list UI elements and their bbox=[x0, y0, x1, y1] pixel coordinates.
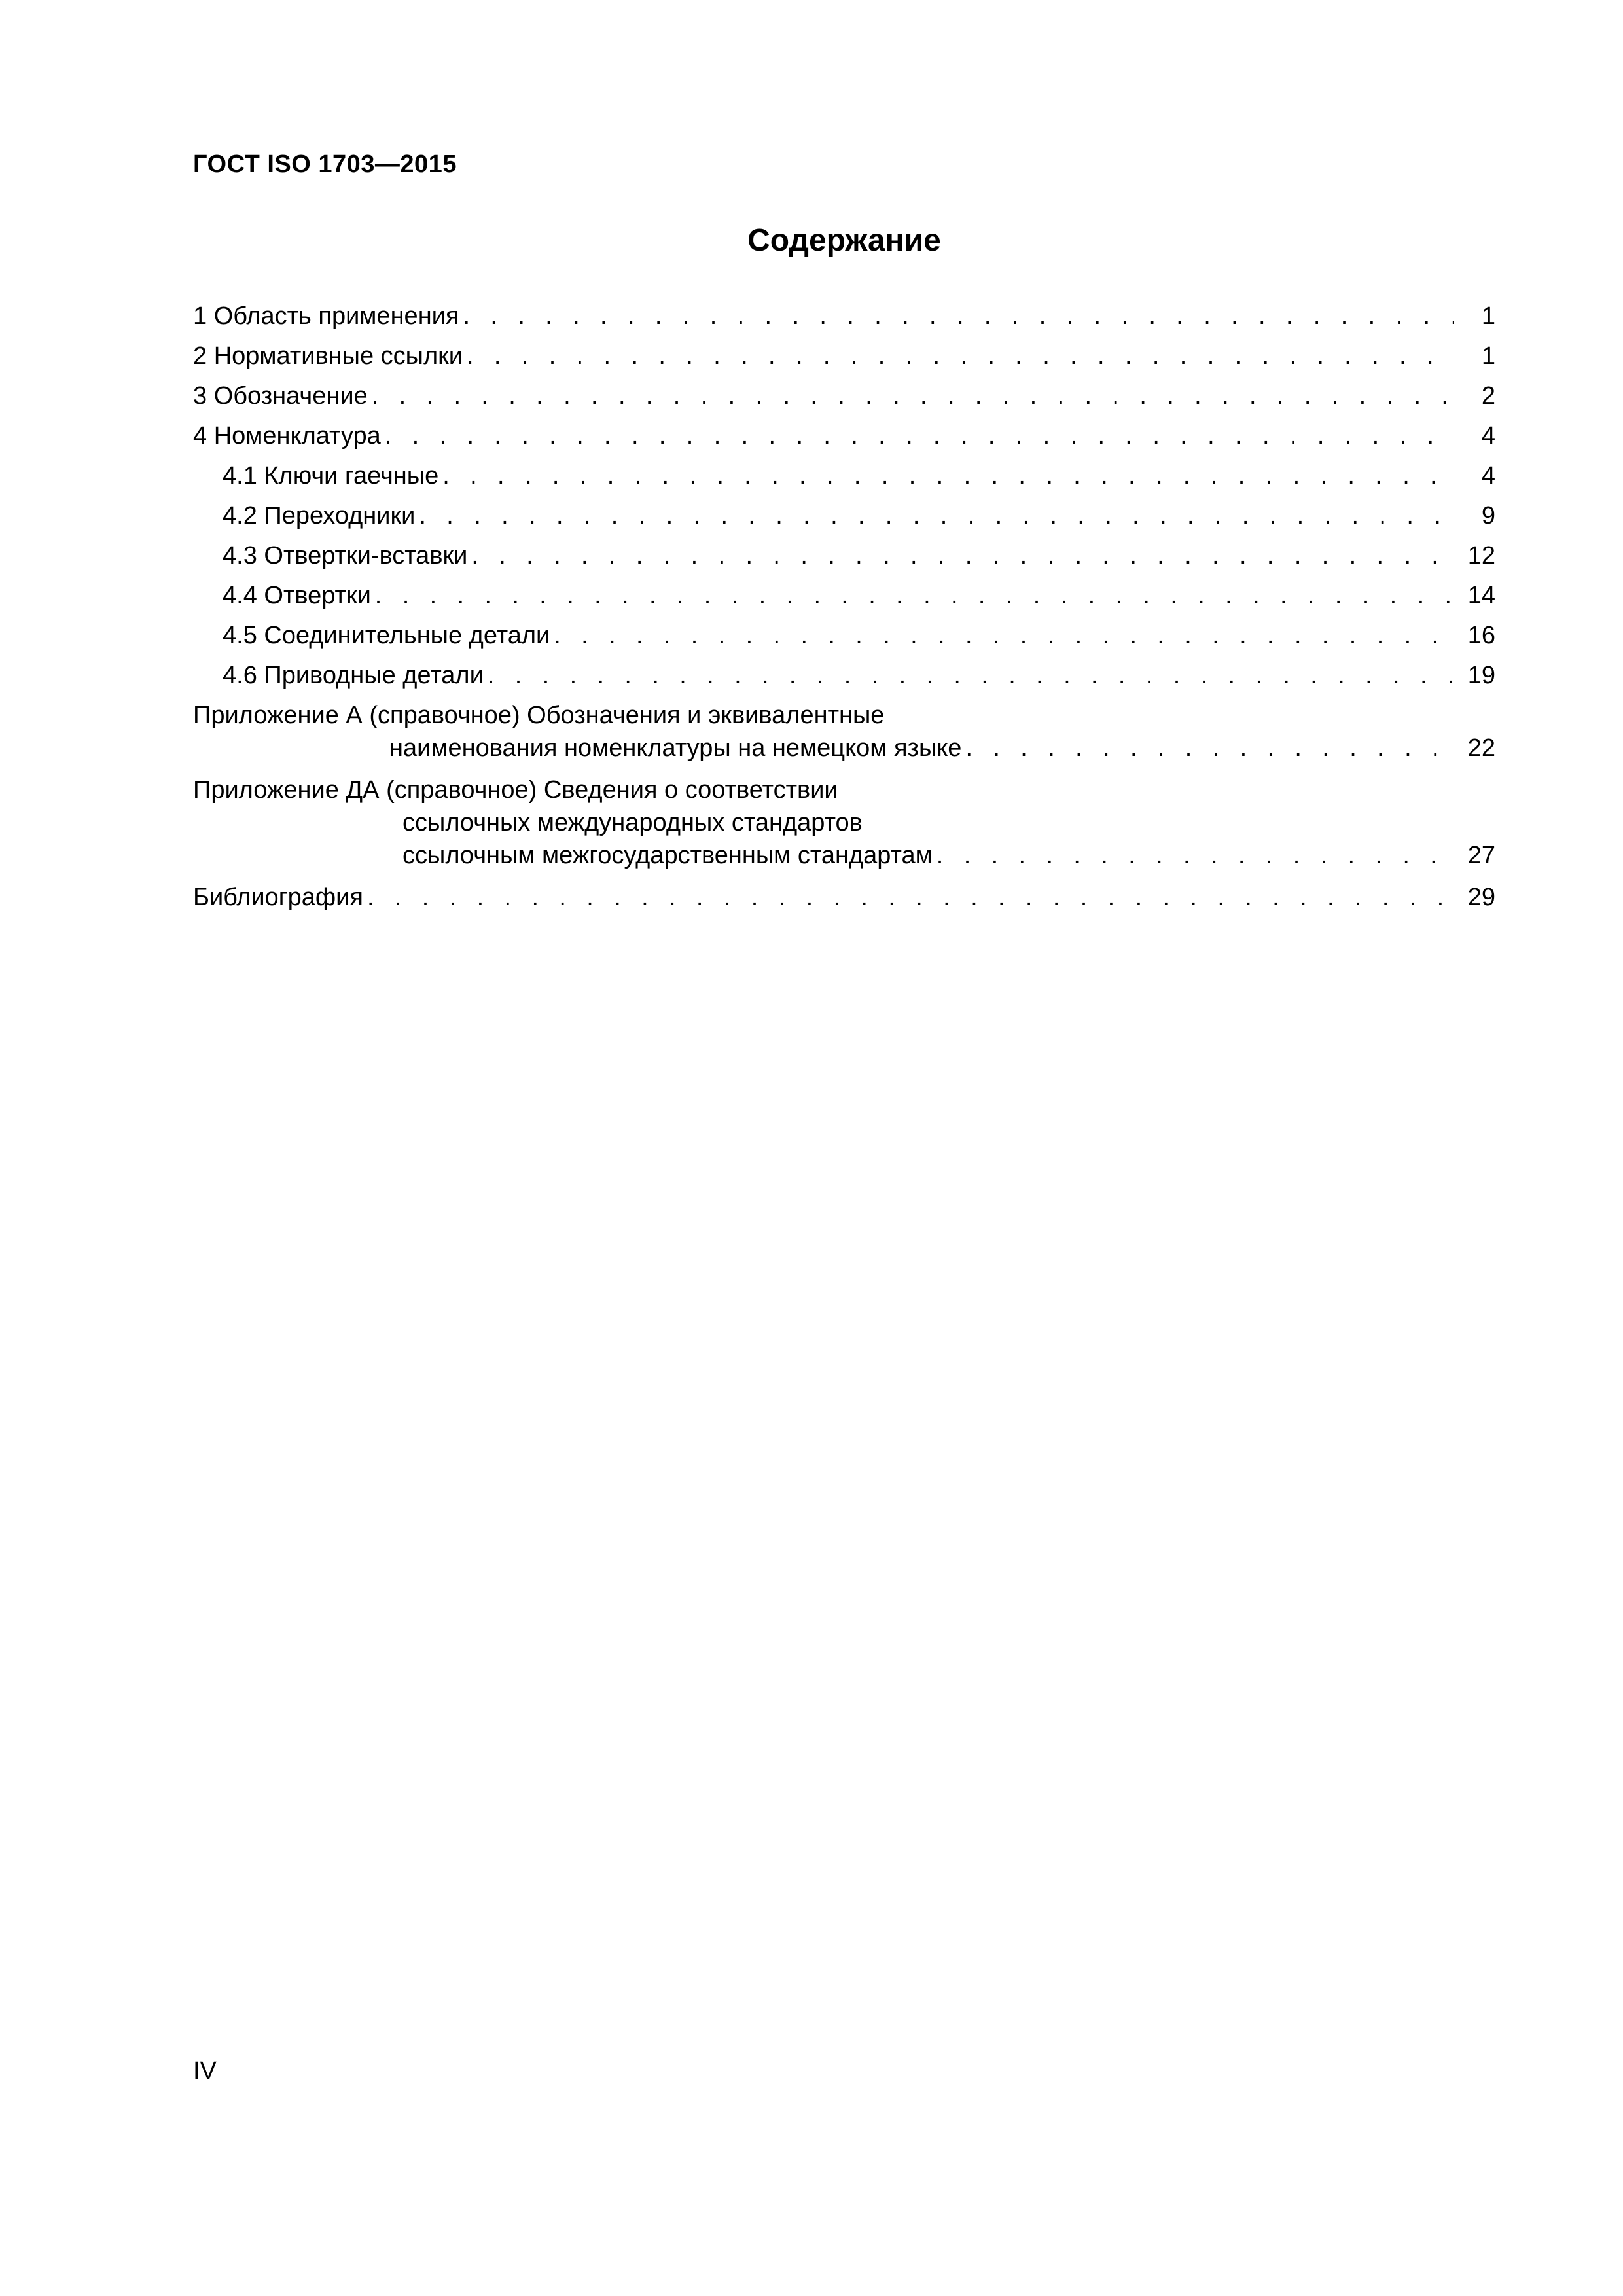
toc-entry-page: 9 bbox=[1454, 499, 1495, 532]
toc-entry-label: 4.4 Отвертки bbox=[223, 579, 375, 612]
toc-entry-screwdrivers[interactable] bbox=[193, 579, 1495, 612]
dot-leader bbox=[375, 579, 1454, 612]
dot-leader bbox=[936, 839, 1454, 872]
toc-entry-label: Приложение ДА (справочное) Сведения о соответствии bbox=[193, 776, 838, 804]
toc-entry-scope[interactable] bbox=[193, 300, 1495, 332]
toc-title: Содержание bbox=[747, 223, 941, 258]
toc-entry-appendix-a[interactable] bbox=[193, 699, 1495, 764]
dot-leader bbox=[419, 499, 1454, 532]
toc-entry-page: 1 bbox=[1454, 300, 1495, 332]
toc-entry-page: 14 bbox=[1454, 579, 1495, 612]
page-number: IV bbox=[193, 2057, 217, 2085]
toc-entry-wrenches[interactable] bbox=[193, 459, 1495, 492]
toc-entry-designation[interactable] bbox=[193, 380, 1495, 412]
toc-entry-page: 1 bbox=[1454, 340, 1495, 372]
dot-leader bbox=[372, 380, 1454, 412]
toc-entry-adaptors[interactable] bbox=[193, 499, 1495, 532]
dot-leader bbox=[463, 300, 1454, 332]
toc-entry-label: 4.2 Переходники bbox=[223, 499, 419, 532]
toc-entry-label: 4.6 Приводные детали bbox=[223, 659, 488, 692]
dot-leader bbox=[467, 340, 1454, 372]
toc-entry-label: Приложение А (справочное) Обозначения и эквивалентные bbox=[193, 702, 885, 729]
toc-entry-connecting-parts[interactable] bbox=[193, 619, 1495, 652]
toc-entry-page: 27 bbox=[1454, 839, 1495, 872]
toc-entry-screwdriver-bits[interactable] bbox=[193, 539, 1495, 572]
dot-leader bbox=[385, 420, 1454, 452]
document-code-header: ГОСТ ISO 1703—2015 bbox=[193, 151, 457, 178]
toc-entry-page: 4 bbox=[1454, 420, 1495, 452]
toc-entry-page: 19 bbox=[1454, 659, 1495, 692]
toc-entry-label-continued: ссылочных международных стандартов bbox=[402, 809, 863, 836]
dot-leader bbox=[367, 881, 1454, 914]
toc-entry-nomenclature[interactable] bbox=[193, 420, 1495, 452]
toc-entry-label: 4.5 Соединительные детали bbox=[223, 619, 554, 652]
toc-entry-label: 4.3 Отвертки-вставки bbox=[223, 539, 471, 572]
toc-entry-page: 22 bbox=[1454, 732, 1495, 764]
table-of-contents bbox=[193, 300, 1495, 921]
toc-entry-label: 4.1 Ключи гаечные bbox=[223, 459, 442, 492]
toc-entry-label: 1 Область применения bbox=[193, 300, 463, 332]
toc-entry-label-continued: ссылочным межгосударственным стандартам bbox=[402, 839, 936, 872]
toc-entry-page: 2 bbox=[1454, 380, 1495, 412]
toc-entry-label: 4 Номенклатура bbox=[193, 420, 385, 452]
dot-leader bbox=[471, 539, 1454, 572]
dot-leader bbox=[965, 732, 1454, 764]
toc-entry-normative-references[interactable] bbox=[193, 340, 1495, 372]
toc-entry-label: 2 Нормативные ссылки bbox=[193, 340, 467, 372]
toc-entry-bibliography[interactable] bbox=[193, 881, 1495, 914]
toc-entry-label: 3 Обозначение bbox=[193, 380, 372, 412]
toc-entry-page: 16 bbox=[1454, 619, 1495, 652]
toc-entry-page: 29 bbox=[1454, 881, 1495, 914]
dot-leader bbox=[442, 459, 1454, 492]
toc-entry-label: Библиография bbox=[193, 881, 367, 914]
dot-leader bbox=[554, 619, 1454, 652]
toc-entry-page: 4 bbox=[1454, 459, 1495, 492]
toc-entry-page: 12 bbox=[1454, 539, 1495, 572]
toc-entry-label-continued: наименования номенклатуры на немецком языке bbox=[389, 732, 965, 764]
dot-leader bbox=[488, 659, 1454, 692]
toc-entry-appendix-da[interactable] bbox=[193, 774, 1495, 872]
toc-entry-drive-parts[interactable] bbox=[193, 659, 1495, 692]
